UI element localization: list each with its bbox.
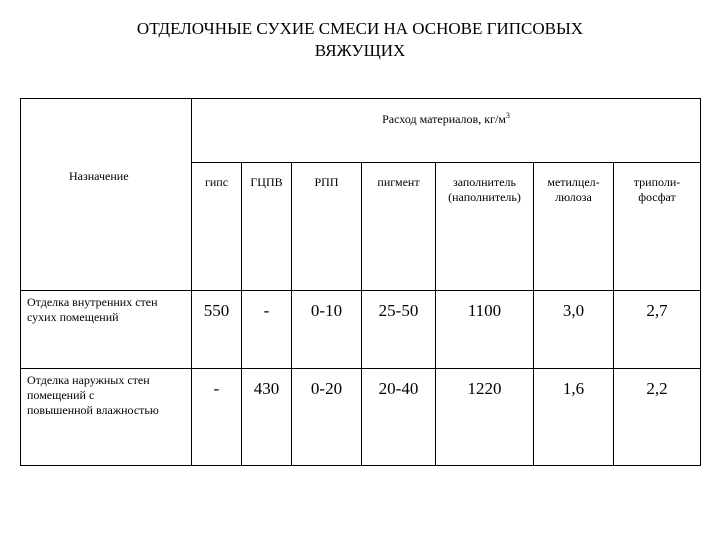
table-cell: -	[242, 291, 292, 369]
table-cell: 1,6	[534, 369, 614, 466]
document-title	[0, 18, 720, 62]
column-header-rpp: РПП	[292, 163, 362, 291]
table-cell: 0-10	[292, 291, 362, 369]
title-line-2: ВЯЖУЩИХ	[314, 41, 406, 60]
column-header-pigment: пигмент	[362, 163, 436, 291]
column-header-filler: заполнитель (наполнитель)	[436, 163, 534, 291]
group-header-sup: 3	[505, 111, 510, 120]
table-row	[21, 291, 701, 369]
row-header-label: Назначение	[69, 169, 129, 183]
table-cell: 2,7	[614, 291, 701, 369]
group-header-cell	[192, 99, 701, 163]
materials-table	[20, 98, 701, 466]
column-header-tripolyphosphate: триполи- фосфат	[614, 163, 701, 291]
table-cell: 1100	[436, 291, 534, 369]
table-cell: 20-40	[362, 369, 436, 466]
table-cell: -	[192, 369, 242, 466]
table-row	[21, 369, 701, 466]
group-header-label: Расход материалов, кг/м	[382, 112, 506, 126]
row-header-cell	[21, 99, 192, 291]
column-header-gcpv: ГЦПВ	[242, 163, 292, 291]
table-cell: 430	[242, 369, 292, 466]
column-header-gypsum: гипс	[192, 163, 242, 291]
table-cell: 25-50	[362, 291, 436, 369]
table-cell: 3,0	[534, 291, 614, 369]
row-label: Отделка внутренних стен сухих помещений	[21, 291, 192, 369]
title-line-1: ОТДЕЛОЧНЫЕ СУХИЕ СМЕСИ НА ОСНОВЕ ГИПСОВЫХ	[136, 19, 584, 38]
table-cell: 2,2	[614, 369, 701, 466]
row-label: Отделка наружных стен помещений с повышенной влажностью	[21, 369, 192, 466]
column-header-methylcellulose: метилцел- люлоза	[534, 163, 614, 291]
table-cell: 0-20	[292, 369, 362, 466]
table-cell: 550	[192, 291, 242, 369]
table-cell: 1220	[436, 369, 534, 466]
